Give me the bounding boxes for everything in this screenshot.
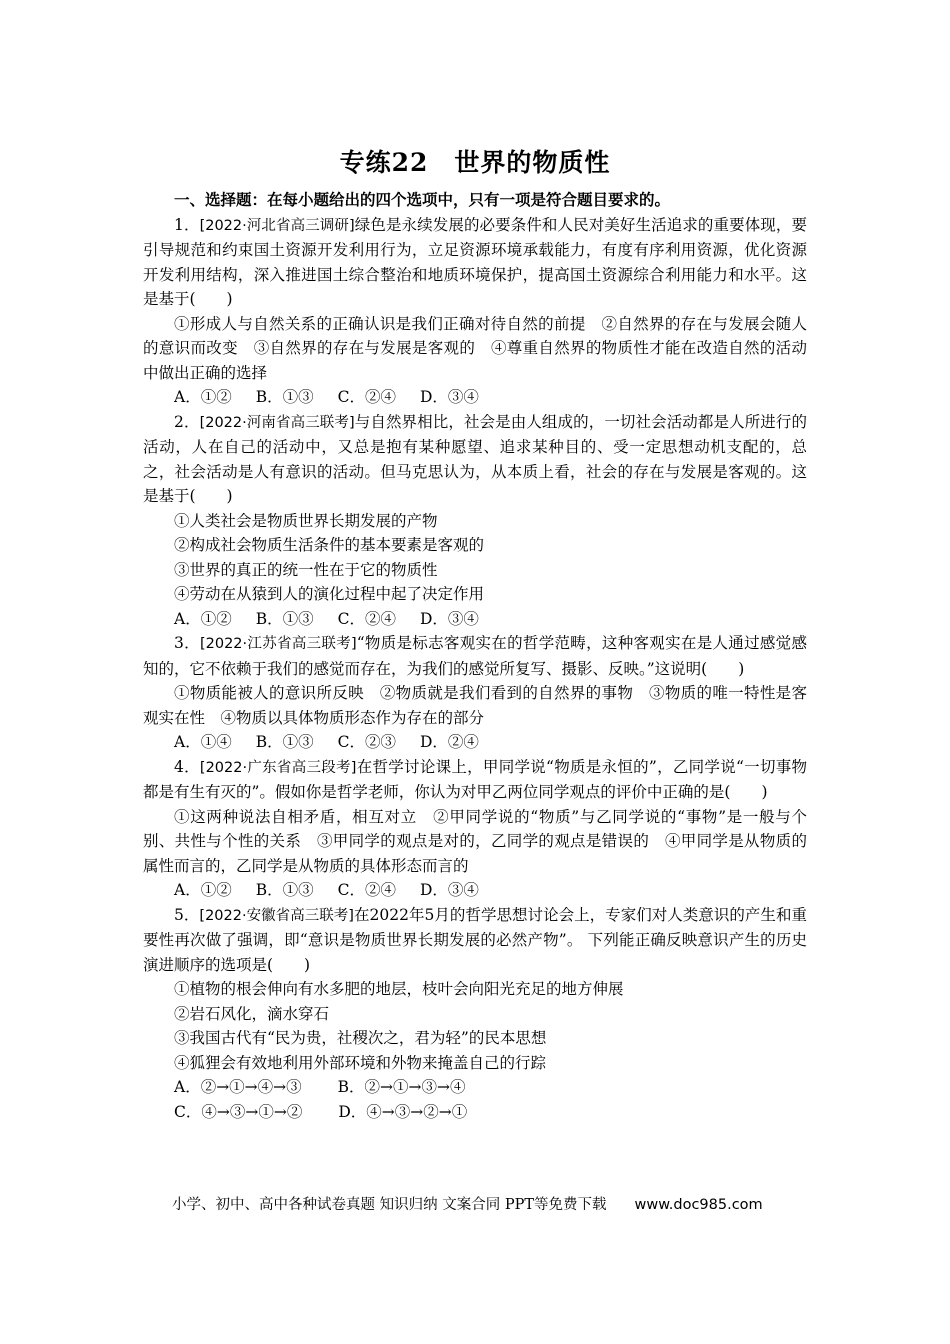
page-footer <box>172 1193 763 1214</box>
option-a[interactable]: A．①② <box>174 881 232 899</box>
option-d[interactable]: D．②④ <box>419 733 479 751</box>
question-1-options <box>143 385 807 410</box>
question-4-options <box>143 878 807 903</box>
question-4-items: ①这两种说法自相矛盾，相互对立 ②甲同学说的“物质”与乙同学说的“事物”是一般与个别、共性与个性的关系 ③甲同学的观点是对的，乙同学的观点是错误的 ④甲同学是从物质的属性而言的，乙同学是从物质的具体形态而言的 <box>143 807 807 875</box>
option-a[interactable]: A．①② <box>174 388 232 406</box>
option-a[interactable]: A．①④ <box>174 733 232 751</box>
question-5-stem <box>143 903 807 978</box>
option-d[interactable]: D．③④ <box>419 881 479 899</box>
question-1-stem <box>143 213 807 312</box>
page-title: 专练22 世界的物质性 <box>339 148 611 177</box>
question-2-options <box>143 607 807 632</box>
question-number: 1． <box>174 215 200 234</box>
question-2-item-4: ④劳动在从猿到人的演化过程中起了决定作用 <box>174 585 485 603</box>
option-d[interactable]: D．④→③→②→① <box>338 1102 468 1121</box>
option-c[interactable]: C．②③ <box>337 733 396 751</box>
question-number: 4． <box>174 757 200 776</box>
option-c[interactable]: C．②④ <box>337 609 396 628</box>
question-2-item-3: ③世界的真正的统一性在于它的物质性 <box>174 560 438 579</box>
question-source: [2022·江苏省高三联考] <box>199 636 357 652</box>
footer-site-link[interactable]: www.doc985.com <box>634 1197 763 1213</box>
option-a[interactable]: A．②→①→④→③ <box>174 1078 302 1096</box>
question-number: 2． <box>174 412 200 431</box>
question-5-options-row-1 <box>143 1075 807 1100</box>
question-1-items: ①形成人与自然关系的正确认识是我们正确对待自然的前提 ②自然界的存在与发展会随人的意识而改变 ③自然界的存在与发展是客观的 ④尊重自然界的物质性才能在改造自然的活动中做出正确的选择 <box>143 314 807 382</box>
question-number: 3． <box>174 634 200 652</box>
question-2-item-2: ②构成社会物质生活条件的基本要素是客观的 <box>174 536 485 554</box>
option-c[interactable]: C．②④ <box>337 881 396 899</box>
question-3-options <box>143 730 807 755</box>
question-source: [2022·安徽省高三联考] <box>199 907 354 924</box>
footer-text: 小学、初中、高中各种试卷真题 知识归纳 文案合同 PPT等免费下载 <box>172 1197 607 1213</box>
question-text: 在2022年5月的哲学思想讨论会上，专家们对人类意识的产生和重要性再次做了强调，即“意识是物质世界长期发展的必然产物”。 下列能正确反映意识产生的历史演进顺序的选项是( ) <box>143 905 807 974</box>
option-c[interactable]: C．②④ <box>337 388 396 406</box>
question-source: [2022·广东省高三段考] <box>199 759 357 776</box>
option-b[interactable]: B．①③ <box>255 609 314 628</box>
question-text: “物质是标志客观实在的哲学范畴，这种客观实在是人通过感觉感知的，它不依赖于我们的感觉而存在，为我们的感觉所复写、摄影、反映。”这说明( ) <box>143 634 807 678</box>
question-text: 与自然界相比，社会是由人组成的，一切社会活动都是人所进行的活动，人在自己的活动中，又总是抱有某种愿望、追求某种目的、受一定思想动机支配的，总之，社会活动是人有意识的活动。但马克思认为，从本质上看，社会的存在与发展是客观的。这是基于( ) <box>143 412 807 505</box>
option-b[interactable]: B．①③ <box>255 881 314 899</box>
question-5-item-3: ③我国古代有“民为贵，社稷次之，君为轻”的民本思想 <box>174 1029 547 1047</box>
option-b[interactable]: B．①③ <box>255 733 314 751</box>
option-c[interactable]: C．④→③→①→② <box>174 1102 303 1121</box>
question-3-items: ①物质能被人的意识所反映 ②物质就是我们看到的自然界的事物 ③物质的唯一特性是客观实在性 ④物质以具体物质形态作为存在的部分 <box>143 684 807 727</box>
question-4-stem <box>143 755 807 805</box>
question-5-item-1: ①植物的根会伸向有水多肥的地层，枝叶会向阳光充足的地方伸展 <box>174 980 624 998</box>
question-5-item-4: ④狐狸会有效地利用外部环境和外物来掩盖自己的行踪 <box>174 1053 547 1072</box>
question-3-stem <box>143 631 807 681</box>
option-d[interactable]: D．③④ <box>419 388 479 406</box>
option-d[interactable]: D．③④ <box>419 609 479 628</box>
question-5-options-row-2 <box>143 1100 807 1125</box>
question-text: 在哲学讨论课上，甲同学说“物质是永恒的”，乙同学说“一切事物都是有生有灭的”。假如你是哲学老师，你认为对甲乙两位同学观点的评价中正确的是( ) <box>143 757 807 801</box>
question-2-item-1: ①人类社会是物质世界长期发展的产物 <box>174 511 438 530</box>
question-2-stem <box>143 410 807 509</box>
option-b[interactable]: B．①③ <box>255 388 314 406</box>
exercise-content <box>143 188 807 1124</box>
option-b[interactable]: B．②→①→③→④ <box>337 1078 466 1096</box>
question-5-item-2: ②岩石风化，滴水穿石 <box>174 1004 330 1023</box>
question-source: [2022·河北省高三调研] <box>199 217 355 234</box>
section-heading: 一、选择题：在每小题给出的四个选项中，只有一项是符合题目要求的。 <box>174 190 671 209</box>
question-number: 5． <box>174 905 200 924</box>
option-a[interactable]: A．①② <box>174 609 232 628</box>
question-source: [2022·河南省高三联考] <box>199 414 355 431</box>
question-text: 绿色是永续发展的必要条件和人民对美好生活追求的重要体现，要引导规范和约束国土资源开发利用行为，立足资源环境承载能力，有度有序利用资源，优化资源开发利用结构，深入推进国土综合整治和地质环境保护，提高国土资源综合利用能力和水平。这是基于( ) <box>143 215 807 308</box>
